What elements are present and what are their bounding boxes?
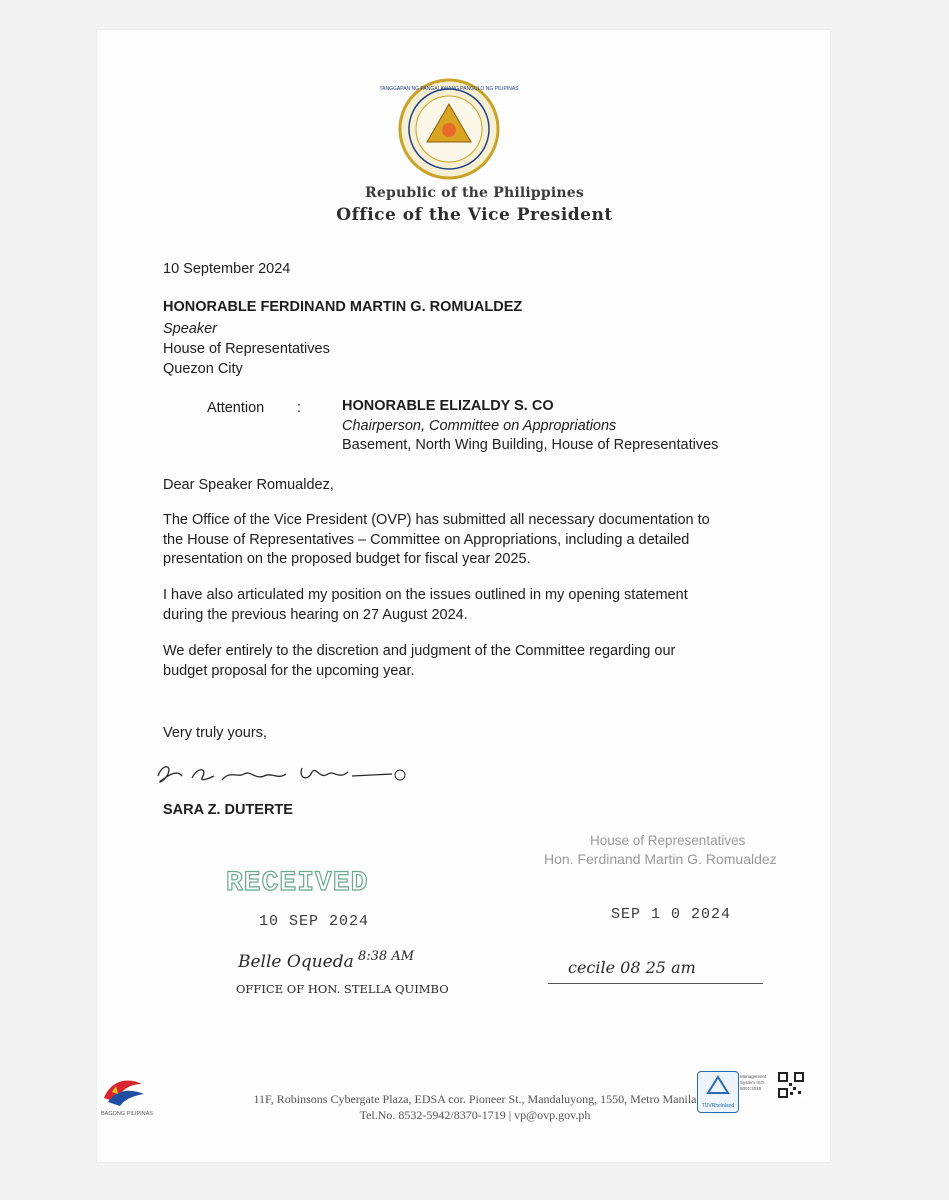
received-time: 8:38 AM [358,949,415,964]
house-stamp-initials: cecile 08 25 am [568,958,696,977]
paragraph-line: presentation on the proposed budget for fiscal year 2025. [163,551,531,567]
house-stamp-date: SEP 1 0 2024 [611,906,732,923]
republic-heading: Republic of the Philippines [365,185,584,201]
addressee-city: Quezon City [163,361,243,377]
certification-badge [697,1071,739,1113]
house-stamp-line2: Hon. Ferdinand Martin G. Romualdez [544,851,777,867]
addressee-name: HONORABLE FERDINAND MARTIN G. ROMUALDEZ [163,299,523,315]
attention-address: Basement, North Wing Building, House of Representatives [342,437,719,453]
paragraph-line: We defer entirely to the discretion and judgment of the Committee regarding our [163,643,676,659]
paragraph-line: I have also articulated my position on the issues outlined in my opening statement [163,587,688,603]
body-paragraph-3 [163,642,743,681]
salutation: Dear Speaker Romualdez, [163,477,334,493]
paragraph-line: The Office of the Vice President (OVP) has submitted all necessary documentation to [163,512,710,528]
seal-text: TANGGAPAN NG PANGALAWANG PANGULO NG PILIPINAS [379,86,519,92]
paragraph-line: the House of Representatives – Committee on Appropriations, including a detailed [163,531,690,548]
tuv-triangle-icon [698,1072,738,1098]
received-stamp-date: 10 SEP 2024 [259,913,370,930]
ovp-seal-icon [379,78,519,180]
receiver-signature: Belle Oqueda [238,952,354,972]
closing: Very truly yours, [163,725,267,741]
signature-image [152,756,412,792]
attention-name: HONORABLE ELIZALDY S. CO [342,398,554,414]
paragraph-line: during the previous hearing on 27 August 2024. [163,606,468,623]
body-paragraph-1 [163,511,743,570]
attention-label: Attention [207,400,265,416]
cert-text: TUVRheinland [701,1103,735,1109]
letter-date: 10 September 2024 [163,261,291,277]
bagong-pilipinas-logo-icon [100,1072,148,1112]
paragraph-line: budget proposal for the upcoming year. [163,662,415,679]
footer-address: 11F, Robinsons Cybergate Plaza, EDSA cor. Pioneer St., Mandaluyong, 1550, Metro Manila [253,1092,697,1106]
attention-colon: : [297,400,302,416]
cert-side-text: Management System ISO 9001:2015 [740,1074,767,1091]
office-heading: Office of the Vice President [336,205,613,225]
qr-code-icon [778,1072,804,1098]
received-stamp: RECEIVED [226,868,369,899]
house-stamp-line1: House of Representatives [590,833,746,848]
signatory-name: SARA Z. DUTERTE [163,802,293,818]
stamp-underline [548,983,763,984]
addressee-org: House of Representatives [163,341,330,357]
logo-caption: BAGONG PILIPINAS [101,1111,153,1117]
receiving-office: OFFICE OF HON. STELLA QUIMBO [236,982,449,996]
footer-contact: Tel.No. 8532-5942/8370-1719 | vp@ovp.gov.ph [359,1108,591,1122]
body-paragraph-2 [163,586,743,625]
addressee-title: Speaker [163,321,218,337]
attention-title: Chairperson, Committee on Appropriations [342,418,617,434]
